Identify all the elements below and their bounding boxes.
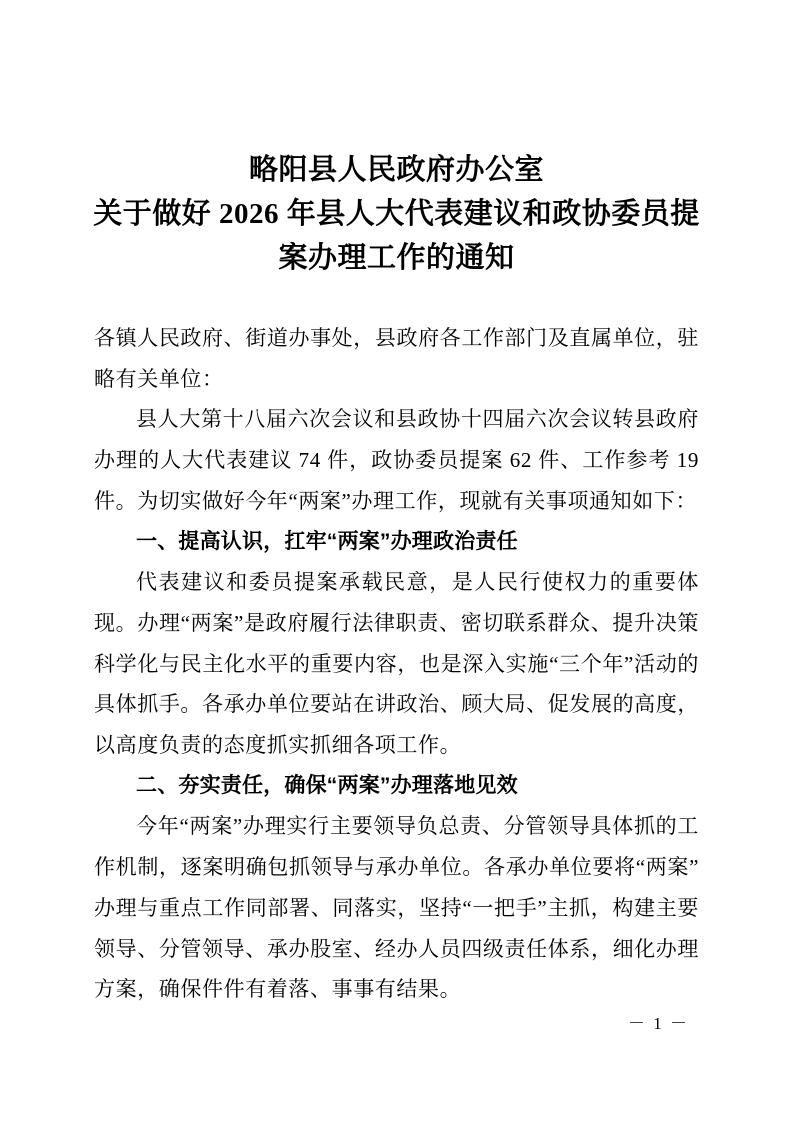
document-title [85,0,709,280]
paragraph: 县人大第十八届六次会议和县政协十四届六次会议转县政府办理的人大代表建议 74 件，政协委员提案 62 件、工作参考 19 件。为切实做好今年“两案”办理工作，现就有关事项通知如下： [94,407,699,513]
section-heading: 一、提高认识，扛牢“两案”办理政治责任 [136,529,518,553]
page-number: － 1 － [628,1014,689,1033]
document-body [94,318,699,1010]
title-issuer-line: 略阳县人民政府办公室 [248,154,544,186]
paragraph: 各镇人民政府、街道办事处，县政府各工作部门及直属单位，驻略有关单位： [94,326,699,391]
paragraph: 今年“两案”办理实行主要领导负总责、分管领导具体抓的工作机制，逐案明确包抓领导与承办单位。各承办单位要将“两案”办理与重点工作同部署、同落实，坚持“一把手”主抓，构建主要领导、分管领导、承办股室、经办人员四级责任体系，细化办理方案，确保件件有着落、事事有结果。 [94,814,699,1002]
title-subject-line: 关于做好 2026 年县人大代表建议和政协委员提案办理工作的通知 [93,198,700,274]
section-heading: 二、夯实责任，确保“两案”办理落地见效 [136,773,518,797]
paragraph: 代表建议和委员提案承载民意，是人民行使权力的重要体现。办理“两案”是政府履行法律职责、密切联系群众、提升决策科学化与民主化水平的重要内容，也是深入实施“三个年”活动的具体抓手。各承办单位要站在讲政治、顾大局、促发展的高度，以高度负责的态度抓实抓细各项工作。 [94,570,699,758]
